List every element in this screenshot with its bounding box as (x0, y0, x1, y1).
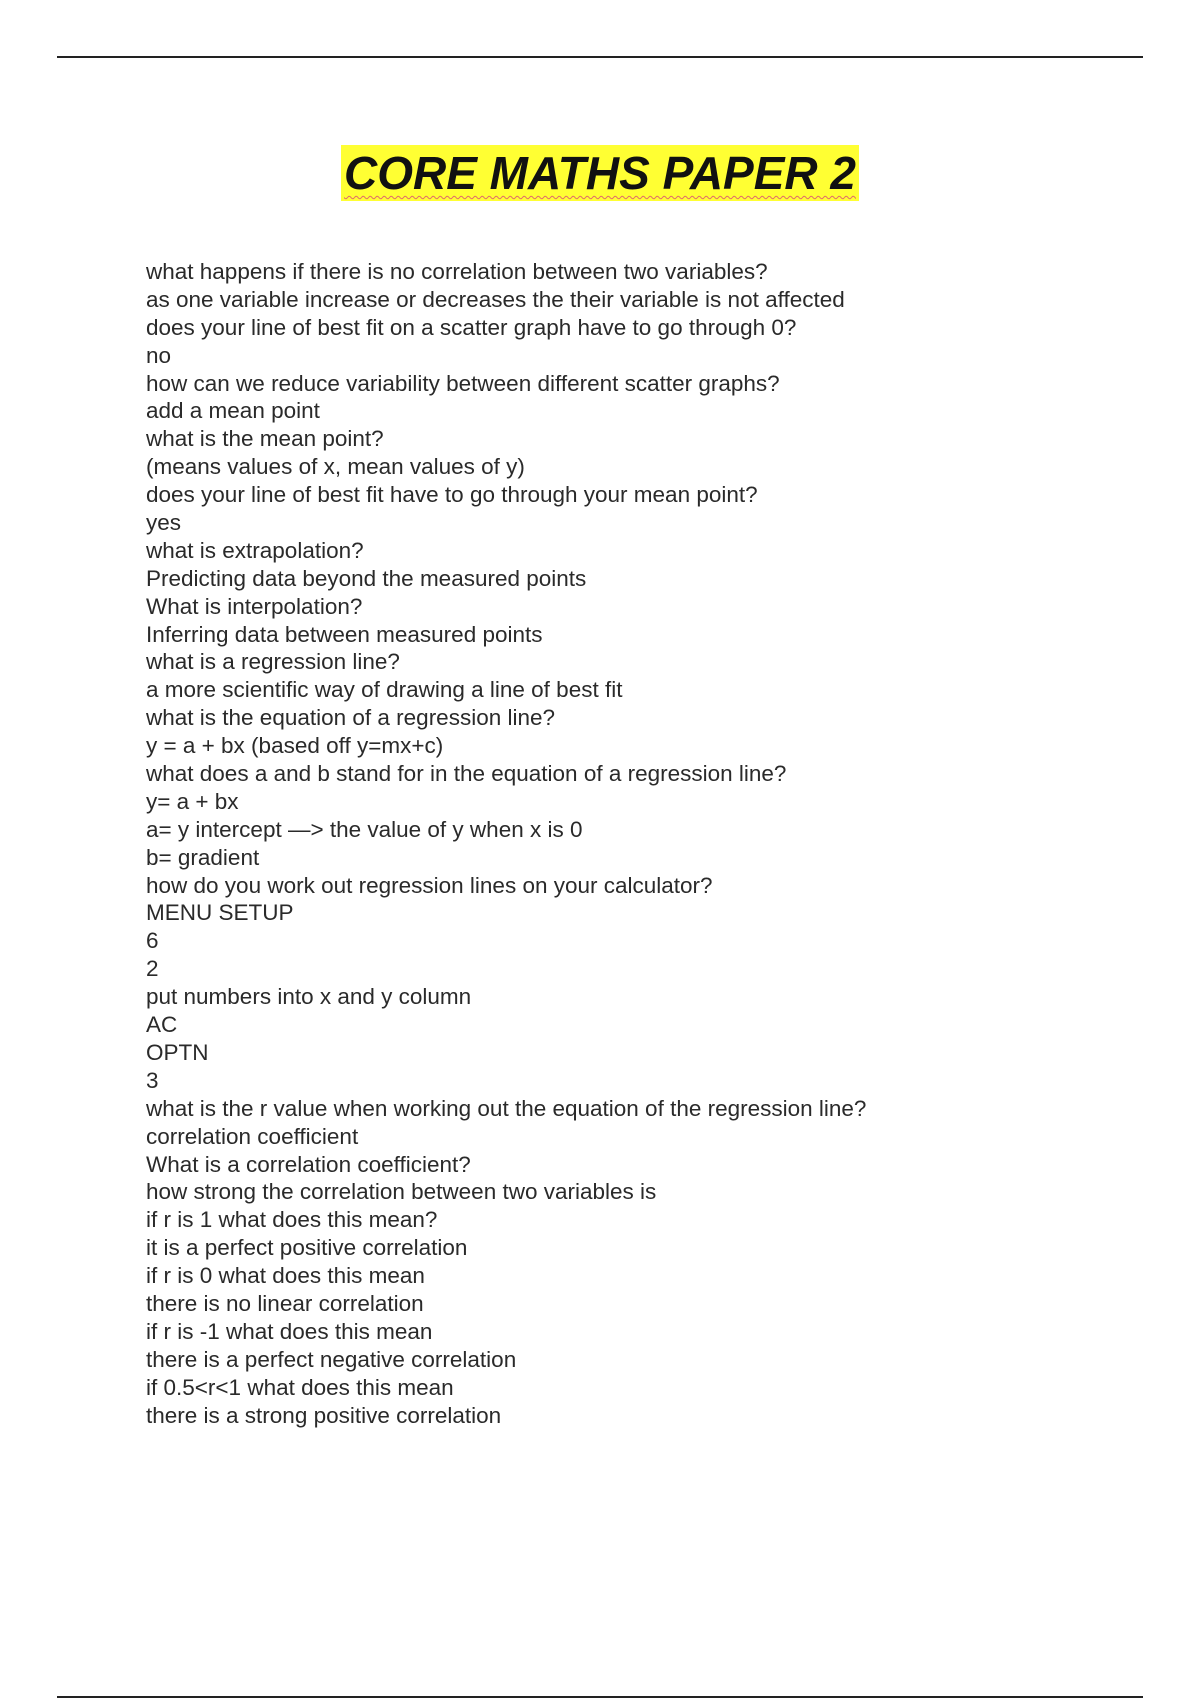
list-item: correlation coefficient (146, 1123, 359, 1149)
list-item: Inferring data between measured points (146, 621, 543, 647)
list-item: how can we reduce variability between different scatter graphs? (146, 370, 780, 396)
list-item: if r is 1 what does this mean? (146, 1207, 438, 1233)
list-item: yes (146, 510, 182, 536)
title-container (0, 145, 1200, 201)
list-item: what is the equation of a regression line? (146, 705, 556, 731)
list-item: b= gradient (146, 844, 260, 870)
list-item: there is a perfect negative correlation (146, 1346, 517, 1372)
list-item: there is a strong positive correlation (146, 1402, 502, 1428)
list-item: (means values of x, mean values of y) (146, 454, 525, 480)
list-item: if r is 0 what does this mean (146, 1263, 425, 1289)
list-item: 2 (146, 956, 159, 982)
list-item: a more scientific way of drawing a line of best fit (146, 677, 623, 703)
list-item: put numbers into x and y column (146, 984, 472, 1010)
list-item: there is no linear correlation (146, 1290, 424, 1316)
list-item: what does a and b stand for in the equation of a regression line? (146, 761, 787, 787)
list-item: add a mean point (146, 398, 320, 424)
list-item: does your line of best fit on a scatter graph have to go through 0? (146, 314, 797, 340)
list-item: MENU SETUP (146, 900, 294, 926)
list-item: AC (146, 1012, 178, 1038)
list-item: it is a perfect positive correlation (146, 1235, 468, 1261)
list-item: what is the mean point? (146, 426, 384, 452)
qa-list (146, 258, 1146, 1429)
list-item: y = a + bx (based off y=mx+c) (146, 733, 444, 759)
footer-rule (57, 1696, 1143, 1698)
list-item: how strong the correlation between two variables is (146, 1179, 657, 1205)
list-item: what is the r value when working out the equation of the regression line? (146, 1095, 867, 1121)
list-item: no (146, 342, 172, 368)
document-title: CORE MATHS PAPER 2 (341, 145, 859, 201)
list-item: if 0.5<r<1 what does this mean (146, 1374, 454, 1400)
list-item: What is interpolation? (146, 593, 363, 619)
list-item: if r is -1 what does this mean (146, 1318, 433, 1344)
list-item: what is extrapolation? (146, 537, 364, 563)
list-item: how do you work out regression lines on your calculator? (146, 872, 713, 898)
list-item: a= y intercept —> the value of y when x is 0 (146, 816, 583, 842)
list-item: What is a correlation coefficient? (146, 1151, 471, 1177)
list-item: what is a regression line? (146, 649, 400, 675)
list-item: what happens if there is no correlation between two variables? (146, 259, 768, 284)
list-item: does your line of best fit have to go through your mean point? (146, 482, 758, 508)
list-item: 6 (146, 928, 159, 954)
header-rule (57, 56, 1143, 58)
list-item: as one variable increase or decreases the their variable is not affected (146, 286, 845, 312)
list-item: y= a + bx (146, 788, 239, 814)
list-item: OPTN (146, 1039, 209, 1065)
list-item: Predicting data beyond the measured points (146, 565, 587, 591)
list-item: 3 (146, 1067, 159, 1093)
